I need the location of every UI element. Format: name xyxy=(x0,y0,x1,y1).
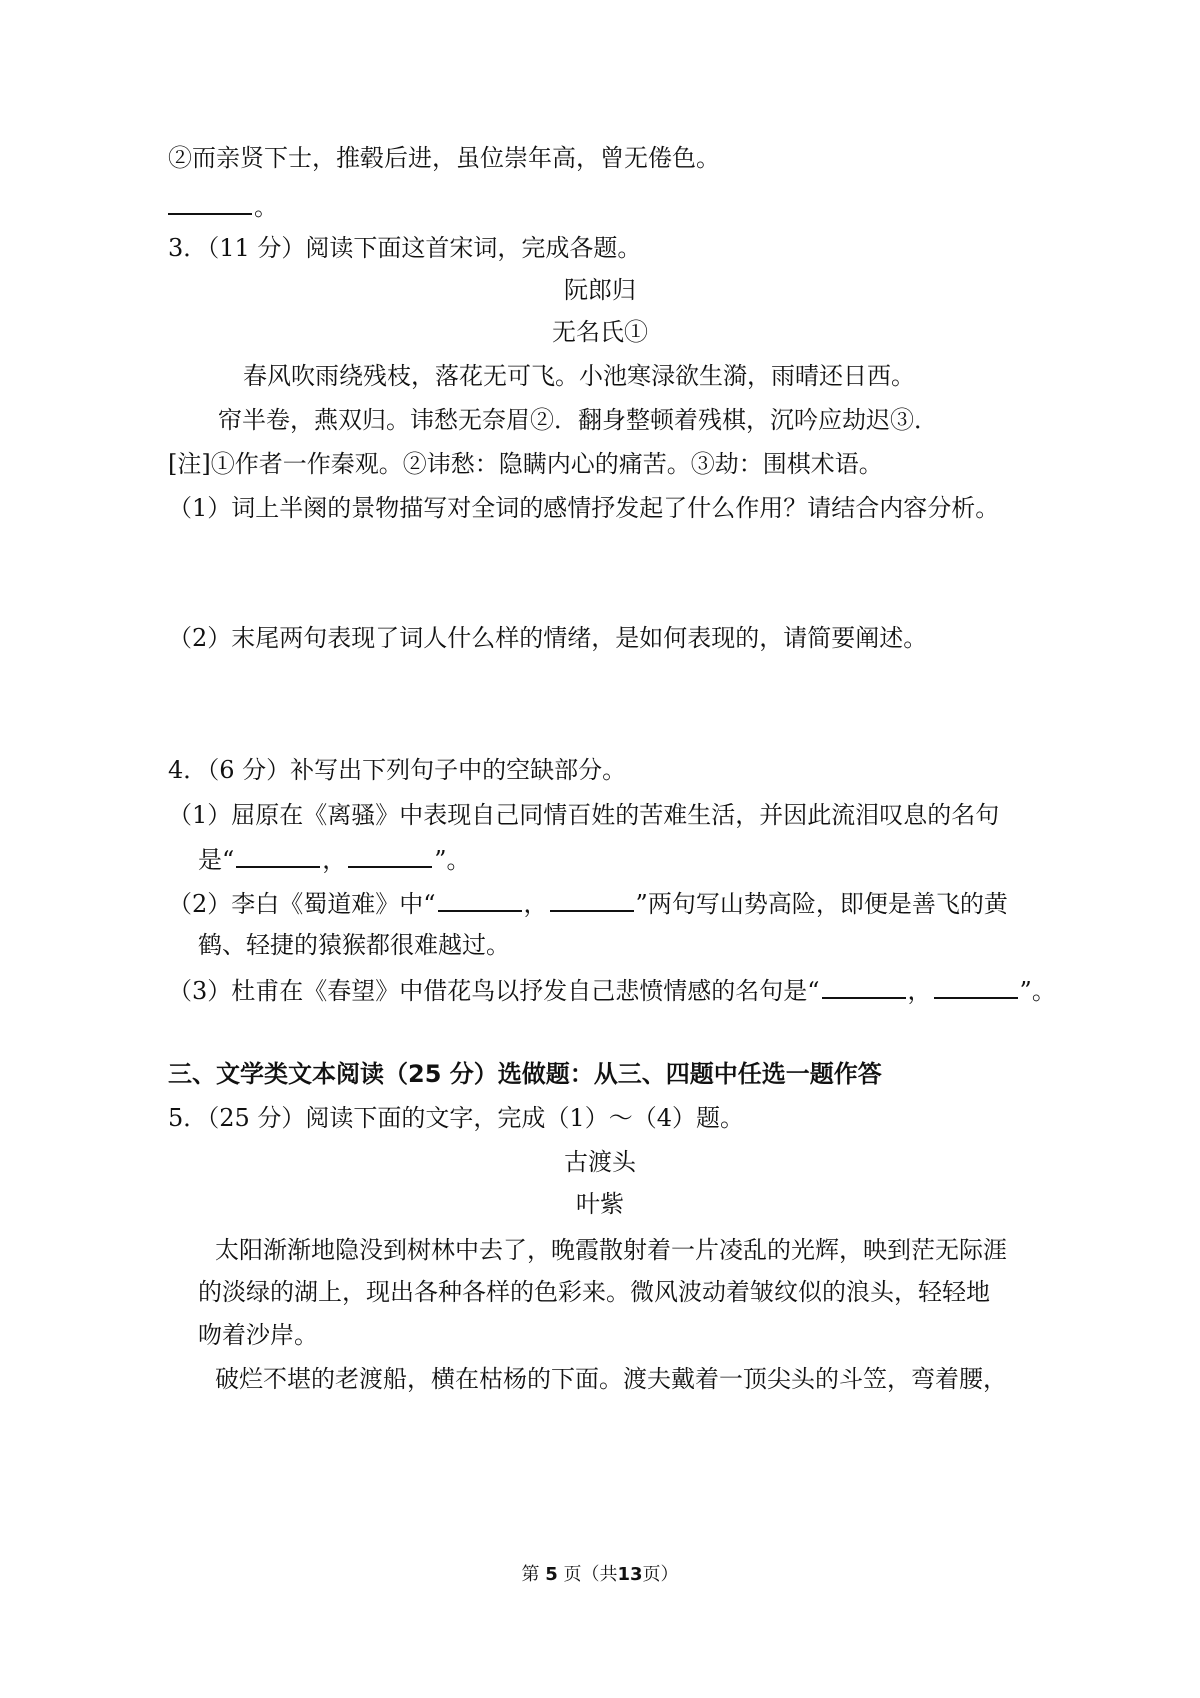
q4-sub-3-suffix: ”。 xyxy=(1019,977,1056,1005)
answer-blank[interactable] xyxy=(550,890,634,912)
q3-sub-1: （1）词上半阕的景物描写对全词的感情抒发起了什么作用？请结合内容分析。 xyxy=(168,494,1000,522)
q4-sub-3 xyxy=(168,977,1056,1003)
q5-paragraph-2-line-1: 破烂不堪的老渡船，横在枯杨的下面。渡夫戴着一顶尖头的斗笠，弯着腰， xyxy=(215,1365,1007,1393)
q2-answer-line xyxy=(168,193,278,219)
answer-blank[interactable] xyxy=(822,977,906,999)
answer-blank[interactable] xyxy=(168,193,252,215)
footer-prefix: 第 xyxy=(521,1564,540,1585)
q4-sub-2-suffix: ”两句写山势高险，即便是善飞的黄 xyxy=(635,890,1008,918)
q3-poem-line-2: 帘半卷，燕双归。讳愁无奈眉②．翻身整顿着残棋，沉吟应劫迟③． xyxy=(218,406,938,434)
q3-header: 3．（11 分）阅读下面这首宋词，完成各题。 xyxy=(168,234,642,262)
q3-poem-line-1: 春风吹雨绕残枝，落花无可飞。小池寒渌欲生漪，雨晴还日西。 xyxy=(243,362,915,390)
q5-paragraph-1-line-2: 的淡绿的湖上，现出各种各样的色彩来。微风波动着皱纹似的浪头，轻轻地 xyxy=(198,1278,990,1306)
footer-total-pages: 13 xyxy=(617,1564,643,1585)
q4-sub-1-suffix: ”。 xyxy=(434,846,471,874)
q3-note: [注]①作者一作秦观。②讳愁：隐瞒内心的痛苦。③劫：围棋术语。 xyxy=(168,450,883,478)
q4-sub-3-prefix: （3）杜甫在《春望》中借花鸟以抒发自己悲愤情感的名句是“ xyxy=(168,977,820,1005)
q4-sub-2-line-1 xyxy=(168,890,1008,916)
q5-author: 叶紫 xyxy=(576,1190,624,1218)
q5-paragraph-1-line-3: 吻着沙岸。 xyxy=(198,1321,318,1349)
q5-header: 5．（25 分）阅读下面的文字，完成（1）～（4）题。 xyxy=(168,1104,744,1132)
q5-paragraph-1-line-1: 太阳渐渐地隐没到树林中去了，晚霞散射着一片凌乱的光辉，映到茫无际涯 xyxy=(215,1236,1007,1264)
q4-sub-2-comma: ， xyxy=(523,890,548,918)
q3-sub-2: （2）末尾两句表现了词人什么样的情绪，是如何表现的，请简要阐述。 xyxy=(168,624,928,652)
q2-answer-tail: 。 xyxy=(254,193,278,221)
q4-sub-2-prefix: （2）李白《蜀道难》中“ xyxy=(168,890,436,918)
q4-sub-1-comma: ， xyxy=(322,846,347,874)
footer-middle: 页（共 xyxy=(563,1564,618,1585)
footer-page-number: 5 xyxy=(545,1564,558,1585)
answer-blank[interactable] xyxy=(236,846,320,868)
page-footer xyxy=(0,1560,1200,1586)
q4-sub-2-line-2: 鹤、轻捷的猿猴都很难越过。 xyxy=(198,931,510,959)
q5-title: 古渡头 xyxy=(564,1148,636,1176)
q3-poem-author: 无名氏① xyxy=(552,318,648,346)
answer-blank[interactable] xyxy=(438,890,522,912)
q4-header: 4．（6 分）补写出下列句子中的空缺部分。 xyxy=(168,756,627,784)
q2-item-2: ②而亲贤下士，推毂后进，虽位崇年高，曾无倦色。 xyxy=(168,144,720,172)
answer-blank[interactable] xyxy=(934,977,1018,999)
q4-sub-1-prefix: 是“ xyxy=(198,846,235,874)
q4-sub-1-line-1: （1）屈原在《离骚》中表现自己同情百姓的苦难生活，并因此流泪叹息的名句 xyxy=(168,801,1000,829)
answer-blank[interactable] xyxy=(348,846,432,868)
q3-poem-title: 阮郎归 xyxy=(564,276,636,304)
q4-sub-3-comma: ， xyxy=(907,977,932,1005)
footer-suffix: 页） xyxy=(642,1564,679,1585)
q4-sub-1-line-2 xyxy=(198,846,471,872)
section-3-title: 三、文学类文本阅读（25 分）选做题：从三、四题中任选一题作答 xyxy=(168,1060,882,1088)
